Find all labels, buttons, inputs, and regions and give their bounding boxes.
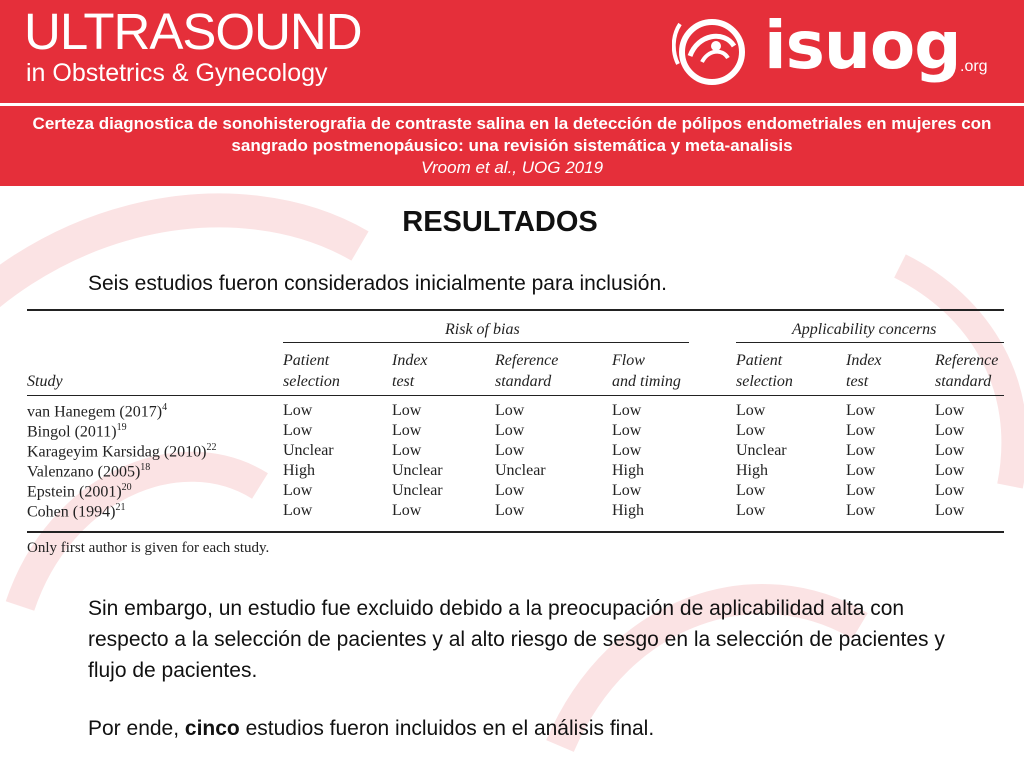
cell-value: Low <box>846 482 876 499</box>
cell-value: High <box>612 502 644 519</box>
cell-value: Low <box>935 422 965 439</box>
cell-value: Low <box>392 502 422 519</box>
cell-value: High <box>736 462 768 479</box>
isuog-emblem-icon <box>672 16 756 88</box>
table-row <box>27 442 1004 462</box>
cell-value: Low <box>736 482 766 499</box>
cell-value: Low <box>392 422 422 439</box>
group-risk-underline <box>283 342 689 343</box>
table-row <box>27 502 1004 522</box>
col-head-app-patient-selection: Patient selection <box>736 352 793 390</box>
cell-value: Low <box>846 422 876 439</box>
article-title: Certeza diagnostica de sonohisterografia de contraste salina en la detección de pólipos endometriales en mujeres con sangrado postmenopáusico: una revisión sistemática y meta-analisis <box>32 114 992 155</box>
cell-value: Low <box>935 442 965 459</box>
cell-value: Low <box>495 442 525 459</box>
cell-value: Low <box>392 442 422 459</box>
isuog-domain: .org <box>960 58 988 75</box>
cell-value: Unclear <box>736 442 787 459</box>
journal-header <box>0 0 1024 103</box>
section-heading: RESULTADOS <box>402 206 598 238</box>
col-head-flow-timing: Flow and timing <box>612 352 681 390</box>
cell-study: Valenzano $(2005)^{18}$ <box>27 462 151 481</box>
cell-value: Low <box>495 482 525 499</box>
cell-value: Low <box>846 402 876 419</box>
article-banner <box>0 106 1024 186</box>
cell-value: Low <box>612 442 642 459</box>
cell-study: van Hanegem $(2017)^4$ <box>27 402 168 421</box>
cell-value: Low <box>736 402 766 419</box>
table-row <box>27 462 1004 482</box>
cell-value: Low <box>392 402 422 419</box>
cell-study: Epstein $(2001)^{20}$ <box>27 482 132 501</box>
table-footnote: Only first author is given for each study. <box>27 540 270 556</box>
group-applicability-underline <box>736 342 1004 343</box>
isuog-wordmark: isuog <box>764 7 961 84</box>
cell-value: Low <box>935 502 965 519</box>
table-row <box>27 402 1004 422</box>
cell-value: High <box>612 462 644 479</box>
cell-value: Low <box>736 502 766 519</box>
cell-study: Bingol $(2011)^{19}$ <box>27 422 127 441</box>
col-head-patient-selection: Patient selection <box>283 352 340 390</box>
cell-value: Unclear <box>495 462 546 479</box>
cell-value: Low <box>495 422 525 439</box>
table-header-rule <box>27 395 1004 396</box>
table-row <box>27 422 1004 442</box>
cell-value: Low <box>283 402 313 419</box>
cell-value: Low <box>495 502 525 519</box>
cell-value: Unclear <box>392 462 443 479</box>
table-top-rule <box>27 309 1004 311</box>
cell-value: Low <box>935 402 965 419</box>
table-bottom-rule <box>27 531 1004 533</box>
cell-value: Low <box>846 442 876 459</box>
intro-text: Seis estudios fueron considerados inicialmente para inclusión. <box>88 272 667 295</box>
cell-value: Low <box>612 402 642 419</box>
cell-value: Low <box>283 422 313 439</box>
cell-study: Cohen $(1994)^{21}$ <box>27 502 126 521</box>
paragraph-conclusion: Por ende, cinco estudios fueron incluidos en el análisis final. <box>88 717 655 740</box>
group-applicability: Applicability concerns <box>792 321 937 338</box>
isuog-logo <box>672 7 1002 94</box>
cell-value: Low <box>612 422 642 439</box>
cell-value: Low <box>283 502 313 519</box>
col-head-study: Study <box>27 373 63 390</box>
cell-value: Low <box>846 502 876 519</box>
cell-value: Low <box>736 422 766 439</box>
cell-value: Low <box>612 482 642 499</box>
emphasis-count: cinco <box>184 717 240 740</box>
cell-value: Low <box>935 462 965 479</box>
table-row <box>27 482 1004 502</box>
cell-value: Unclear <box>283 442 334 459</box>
cell-study: Karageyim Karsidag $(2010)^{22}$ <box>27 442 217 461</box>
journal-subtitle: in Obstetrics & Gynecology <box>26 59 328 87</box>
col-head-index-test: Index test <box>392 352 428 390</box>
col-head-reference-standard: Reference standard <box>495 352 559 390</box>
cell-value: Low <box>935 482 965 499</box>
cell-value: Unclear <box>392 482 443 499</box>
paragraph-exclusion: Sin embargo, un estudio fue excluido debido a la preocupación de aplicabilidad alta con respecto a la selección de pacientes y al alto riesgo de sesgo en la selección de pacientes y flujo de pacientes. <box>88 597 945 682</box>
article-citation: Vroom et al., UOG 2019 <box>420 158 604 177</box>
cell-value: Low <box>495 402 525 419</box>
cell-value: Low <box>846 462 876 479</box>
col-head-app-reference-standard: Reference standard <box>935 352 999 390</box>
journal-title: ULTRASOUND <box>24 3 362 60</box>
group-risk-of-bias: Risk of bias <box>445 321 520 338</box>
cell-value: High <box>283 462 315 479</box>
col-head-app-index-test: Index test <box>846 352 882 390</box>
cell-value: Low <box>283 482 313 499</box>
